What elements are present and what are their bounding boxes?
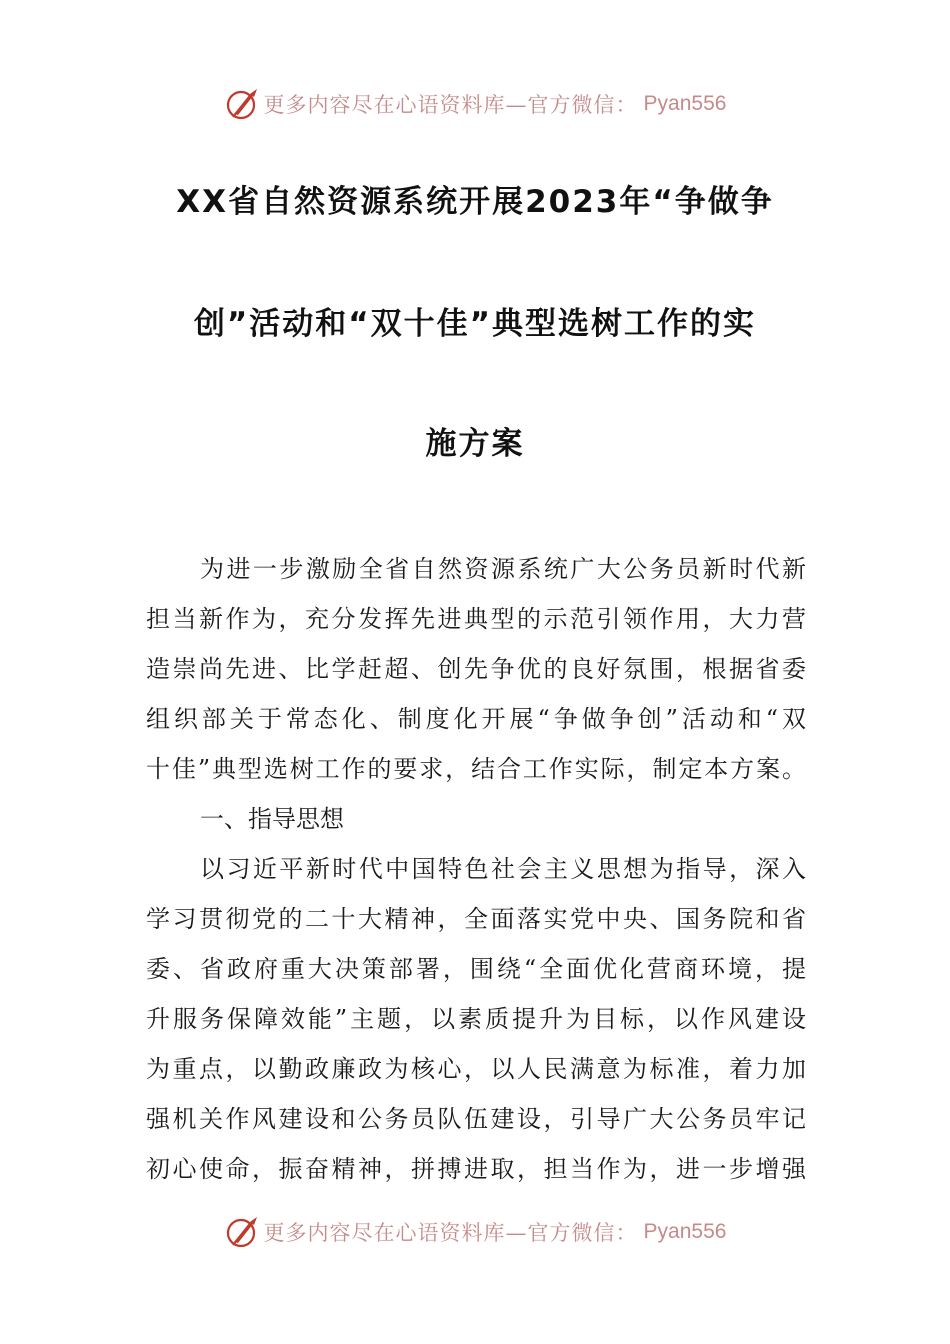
watermark-text: 更多内容尽在心语资料库—官方微信： — [263, 93, 638, 117]
watermark-wechat-id: Pyan556 — [643, 92, 727, 115]
document-title-line-3: 施方案 — [425, 426, 525, 462]
watermark-footer — [0, 1212, 950, 1252]
paragraph-line: 为重点，以勤政廉政为核心，以人民满意为标准，着力加 — [146, 1055, 806, 1083]
paragraph-line: 学习贯彻党的二十大精神，全面落实党中央、国务院和省 — [146, 905, 806, 933]
document-title-line-2: 创”活动和“双十佳”典型选树工作的实 — [193, 306, 757, 342]
quill-logo-icon — [224, 86, 260, 122]
section-heading: 一、指导思想 — [200, 805, 344, 833]
watermark-wechat-id: Pyan556 — [643, 1220, 727, 1243]
paragraph-line: 组织部关于常态化、制度化开展“争做争创”活动和“双 — [146, 705, 806, 733]
paragraph-line: 委、省政府重大决策部署，围绕“全面优化营商环境，提 — [146, 955, 806, 983]
document-title-line-1: XX省自然资源系统开展2023年“争做争 — [176, 184, 774, 220]
paragraph-line: 以习近平新时代中国特色社会主义思想为指导，深入 — [200, 855, 806, 883]
paragraph-line: 十佳”典型选树工作的要求，结合工作实际，制定本方案。 — [146, 755, 806, 783]
watermark-header — [0, 84, 950, 124]
paragraph-line: 初心使命，振奋精神，拼搏进取，担当作为，进一步增强 — [146, 1155, 806, 1183]
watermark-text: 更多内容尽在心语资料库—官方微信： — [263, 1221, 638, 1245]
paragraph-line: 造崇尚先进、比学赶超、创先争优的良好氛围，根据省委 — [146, 655, 806, 683]
quill-logo-icon — [224, 1214, 260, 1250]
paragraph-line: 升服务保障效能”主题，以素质提升为目标，以作风建设 — [146, 1005, 806, 1033]
paragraph-line: 为进一步激励全省自然资源系统广大公务员新时代新 — [200, 555, 806, 583]
paragraph-line: 强机关作风建设和公务员队伍建设，引导广大公务员牢记 — [146, 1105, 806, 1133]
paragraph-line: 担当新作为，充分发挥先进典型的示范引领作用，大力营 — [146, 605, 806, 633]
